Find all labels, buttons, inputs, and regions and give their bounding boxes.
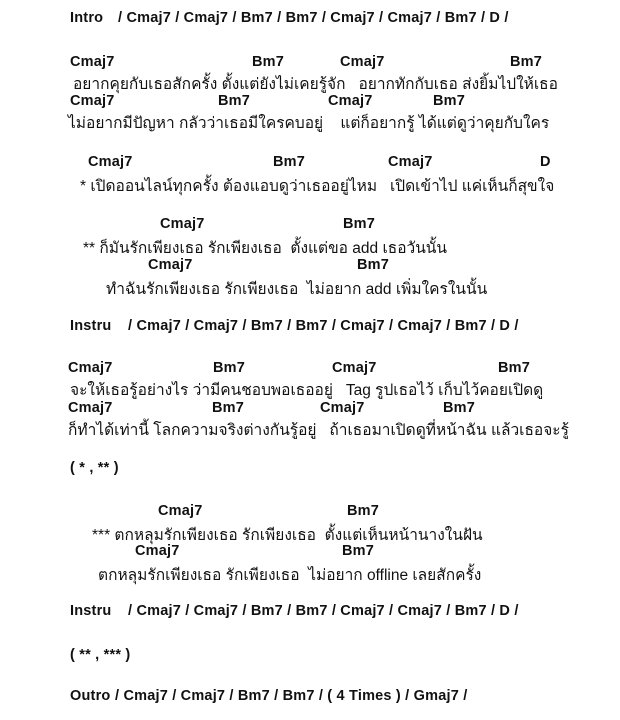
chord: Cmaj7 <box>332 360 377 376</box>
repeat-mark: ( ** , *** ) <box>70 647 131 663</box>
sheet-line <box>0 460 620 480</box>
sheet-line <box>0 562 620 582</box>
chord: Bm7 <box>498 360 531 376</box>
chord: Bm7 <box>343 216 376 232</box>
lyric-line: *** ตกหลุมรักเพียงเธอ รักเพียงเธอ ตั้งแต่เห็นหน้านางในฝัน <box>92 527 483 544</box>
chord: Bm7 <box>357 257 390 273</box>
chord: Cmaj7 <box>70 54 115 70</box>
chord: D <box>540 154 551 170</box>
sheet-line <box>0 257 620 277</box>
section-label-intro: Intro <box>70 10 104 26</box>
chord: Bm7 <box>273 154 306 170</box>
chord: Bm7 <box>212 400 245 416</box>
chord: Bm7 <box>443 400 476 416</box>
sheet-line <box>0 318 620 338</box>
progression-instru: / Cmaj7 / Cmaj7 / Bm7 / Bm7 / Cmaj7 / Cmaj7 / Bm7 / D / <box>128 603 519 619</box>
lyric-line: จะให้เธอรู้อย่างไร ว่ามีคนชอบพอเธออยู่ Tag รูปเธอไว้ เก็บไว้คอยเปิดดู <box>70 382 544 399</box>
chord: Cmaj7 <box>340 54 385 70</box>
sheet-line <box>0 543 620 563</box>
chord: Cmaj7 <box>135 543 180 559</box>
section-label-instru: Instru <box>70 603 112 619</box>
chord: Cmaj7 <box>88 154 133 170</box>
sheet-line <box>0 173 620 193</box>
sheet-line <box>0 235 620 255</box>
sheet-line <box>0 503 620 523</box>
sheet-line <box>0 71 620 91</box>
chord: Cmaj7 <box>148 257 193 273</box>
chord: Bm7 <box>213 360 246 376</box>
progression-outro: / Cmaj7 / Cmaj7 / Bm7 / Bm7 / ( 4 Times ) / Gmaj7 / <box>115 688 468 704</box>
chord: Cmaj7 <box>158 503 203 519</box>
lyric-line: อยากคุยกับเธอสักครั้ง ตั้งแต่ยังไม่เคยรู้จัก อยากทักกับเธอ ส่งยิ้มไปให้เธอ <box>73 76 558 93</box>
section-label-instru: Instru <box>70 318 112 334</box>
sheet-line <box>0 276 620 296</box>
chord: Cmaj7 <box>68 360 113 376</box>
chord: Cmaj7 <box>388 154 433 170</box>
sheet-line <box>0 522 620 542</box>
chord: Cmaj7 <box>320 400 365 416</box>
progression-instru: / Cmaj7 / Cmaj7 / Bm7 / Bm7 / Cmaj7 / Cmaj7 / Bm7 / D / <box>128 318 519 334</box>
lyric-line: ตกหลุมรักเพียงเธอ รักเพียงเธอ ไม่อยาก offline เลยสักครั้ง <box>98 567 482 584</box>
repeat-mark: ( * , ** ) <box>70 460 119 476</box>
sheet-line <box>0 647 620 667</box>
chord: Bm7 <box>510 54 543 70</box>
lyric-line: ** ก็มันรักเพียงเธอ รักเพียงเธอ ตั้งแต่ขอ add เธอวันนั้น <box>83 240 448 257</box>
sheet-line <box>0 216 620 236</box>
sheet-line <box>0 110 620 130</box>
lyric-line: ไม่อยากมีปัญหา กลัวว่าเธอมีใครคบอยู่ แต่ก็อยากรู้ ได้แต่ดูว่าคุยกับใคร <box>68 115 550 132</box>
chord: Bm7 <box>252 54 285 70</box>
chord: Bm7 <box>347 503 380 519</box>
lyric-line: ก็ทำได้เท่านี้ โลกความจริงต่างกันรู้อยู่ ถ้าเธอมาเปิดดูที่หน้าฉัน แล้วเธอจะรู้ <box>68 422 569 439</box>
chord: Cmaj7 <box>70 93 115 109</box>
lyric-line: * เปิดออนไลน์ทุกครั้ง ต้องแอบดูว่าเธออยู่ไหม เปิดเข้าไป แค่เห็นก็สุขใจ <box>80 178 555 195</box>
lyric-line: ทำฉันรักเพียงเธอ รักเพียงเธอ ไม่อยาก add เพิ่มใครในนั้น <box>106 281 488 298</box>
chord: Bm7 <box>218 93 251 109</box>
chord: Cmaj7 <box>160 216 205 232</box>
sheet-line <box>0 417 620 437</box>
chord: Cmaj7 <box>328 93 373 109</box>
sheet-line <box>0 688 620 708</box>
chord: Bm7 <box>342 543 375 559</box>
progression-intro: / Cmaj7 / Cmaj7 / Bm7 / Bm7 / Cmaj7 / Cmaj7 / Bm7 / D / <box>118 10 509 26</box>
sheet-line <box>0 377 620 397</box>
sheet-line <box>0 603 620 623</box>
sheet-line <box>0 10 620 30</box>
chord: Cmaj7 <box>68 400 113 416</box>
section-label-outro: Outro <box>70 688 111 704</box>
sheet-line <box>0 154 620 174</box>
chord: Bm7 <box>433 93 466 109</box>
